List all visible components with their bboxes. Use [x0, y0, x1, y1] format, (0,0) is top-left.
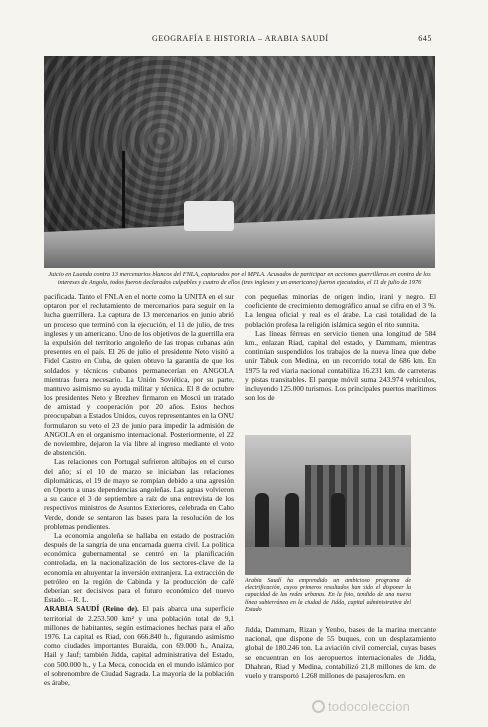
typewriter: [184, 201, 234, 231]
left-column: [44, 292, 234, 687]
page-number: 645: [418, 34, 432, 43]
paragraph-text: El país abarca una superficie territorial de 2.253.500 km² y una población total de 9,1 millones de habitantes, según estimaciones hechas para el año 1976. La capital es Riad, con 666.840 h., figurando asimismo como ciudades importantes Buraida, con 69.000 h., Anaiza, Hail y Jauf; también Jidda, capital administrativa del Estado, con 500.000 h., y La Meca, conocida en el mundo islámico por el sobrenombre de Ciudad Sagrada. La mayoría de la población es árabe,: [44, 604, 234, 687]
trial-photo: [44, 56, 435, 268]
truck: [305, 465, 405, 545]
trial-photo-caption: Juicio en Luanda contra 13 mercenarios blancos del FNLA, capturados por el MPLA. Acusados de participar en acciones guerrilleras en contra de los intereses de Angola, todos fueron declarados culpables y cuatro de ellos (tres ingleses y un americano) fueron ejecutados, el 11 de julio de 1976: [48, 271, 431, 286]
watermark-logo-icon: [312, 700, 325, 713]
worker-figure: [285, 493, 299, 549]
right-column-top: [245, 292, 436, 402]
watermark: [312, 699, 410, 714]
paragraph: La economía angoleña se hallaba en estado de postración después de la sangría de una encarnada guerra civil. La política económica gubernamental se centró en la planificación controlada, en la nacionalización de los sectores-clave de la economía en ahuyentar la inversión extranjera. La extracción de petróleo en la región de Cabinda y la producción de café deberían ser decisivos para el futuro económico del nuevo Estado. – R. L.: [44, 530, 234, 605]
electrification-photo-caption: Arabia Saudí ha emprendido un ambicioso programa de electrificación, cuyos primeros resultados han sido el disponer la capacidad de las redes urbanas. En la foto, tendido de una nueva línea subterránea en la ciudad de Jidda, capital administrativa del Estado: [245, 578, 411, 613]
section-paragraph: [44, 604, 234, 687]
electrification-photo: [245, 435, 411, 575]
paragraph: Las líneas férreas en servicio tienen una longitud de 584 km., enlazan Riad, capital del estado, y Dammam, mientras continúan suspendidos los trabajos de la nueva línea que debe unir Tabuk con Medina, en un recorrido total de 686 km. En 1975 la red viaria nacional contabiliza 16.231 km. de carreteras y pistas transitables. El parque móvil suma 243.974 vehículos, incluyendo 125.000 turismos. Los principales puertos marítimos son los de: [245, 328, 436, 403]
paragraph: con pequeñas minorías de origen indio, iraní y negro. El coeficiente de crecimiento demográfico anual se cifra en el 3 %. La lengua oficial y real es el árabe. La casi totalidad de la población profesa la religión islámica según el rito sunnita.: [245, 292, 436, 329]
section-heading: ARABIA SAUDÍ (Reino de).: [44, 604, 139, 614]
running-title: GEOGRAFÍA E HISTORIA – ARABIA SAUDÍ: [152, 34, 329, 43]
right-column-bottom: [245, 625, 436, 680]
ground: [245, 547, 411, 575]
worker-figure: [255, 493, 269, 549]
paragraph: Las relaciones con Portugal sufrieron altibajos en el curso del año; si el 10 de marzo se iniciaban las relaciones diplomáticas, el 19 de mayo se rompían debido a una agresión en Oporto a unas dependencias angoleñas. Las aguas volvieron a su cauce el 3 de septiembre a raíz de una entrevista de los respectivos ministros de Asuntos Exteriores, celebrada en Cabo Verde, donde se sentaron las bases para la resolución de los problemas pendientes.: [44, 457, 234, 531]
paragraph: Jidda, Dammam, Rizan y Yenbo, bases de la marina mercante nacional, que dispone de 55 buques, con un desplazamiento global de 180.246 ton. La aviación civil comercial, cuyas bases se encuentran en los aeropuertos internacionales de Jidda, Dhahran, Riad y Medina, contabilizó 21,8 millones de km. de vuelo y transportó 1.268 millones de pasajeros/km. en: [245, 625, 436, 680]
paragraph: pacificada. Tanto el FNLA en el norte como la UNITA en el sur optaron por el reclutamiento de mercenarios para seguir en la lucha guerrillera. La captura de 13 mercenarios en junio abrió un proceso que terminó con la ejecución, el 11 de julio, de tres ingleses y un americano. Uno de los objetivos de la guerrilla era la expulsión del territorio angoleño de las tropas cubanas aún presentes en el país. El 26 de julio el presidente Neto visitó a Fidel Castro en Cuba, de quien obtuvo la garantía de que los soldados y técnicos cubanos permanecerían en ANGOLA mientras fuera necesario. La Unión Soviética, por su parte, mantuvo asimismo su ayuda militar y técnica. El 8 de octubre los presidentes Neto y Brezhev firmaron en Moscú un tratado de amistad y cooperación por 20 años. Estos hechos preocupaban a Estados Unidos, cuyos representantes en la ONU formularon su veto el 23 de junio para impedir la admisión de ANGOLA en el organismo internacional. Posteriormente, el 22 de noviembre, dejaron la vía libre al ingreso mediante el voto de abstención.: [44, 292, 234, 458]
watermark-text: todocoleccion: [328, 699, 411, 714]
worker-figure: [331, 493, 345, 549]
